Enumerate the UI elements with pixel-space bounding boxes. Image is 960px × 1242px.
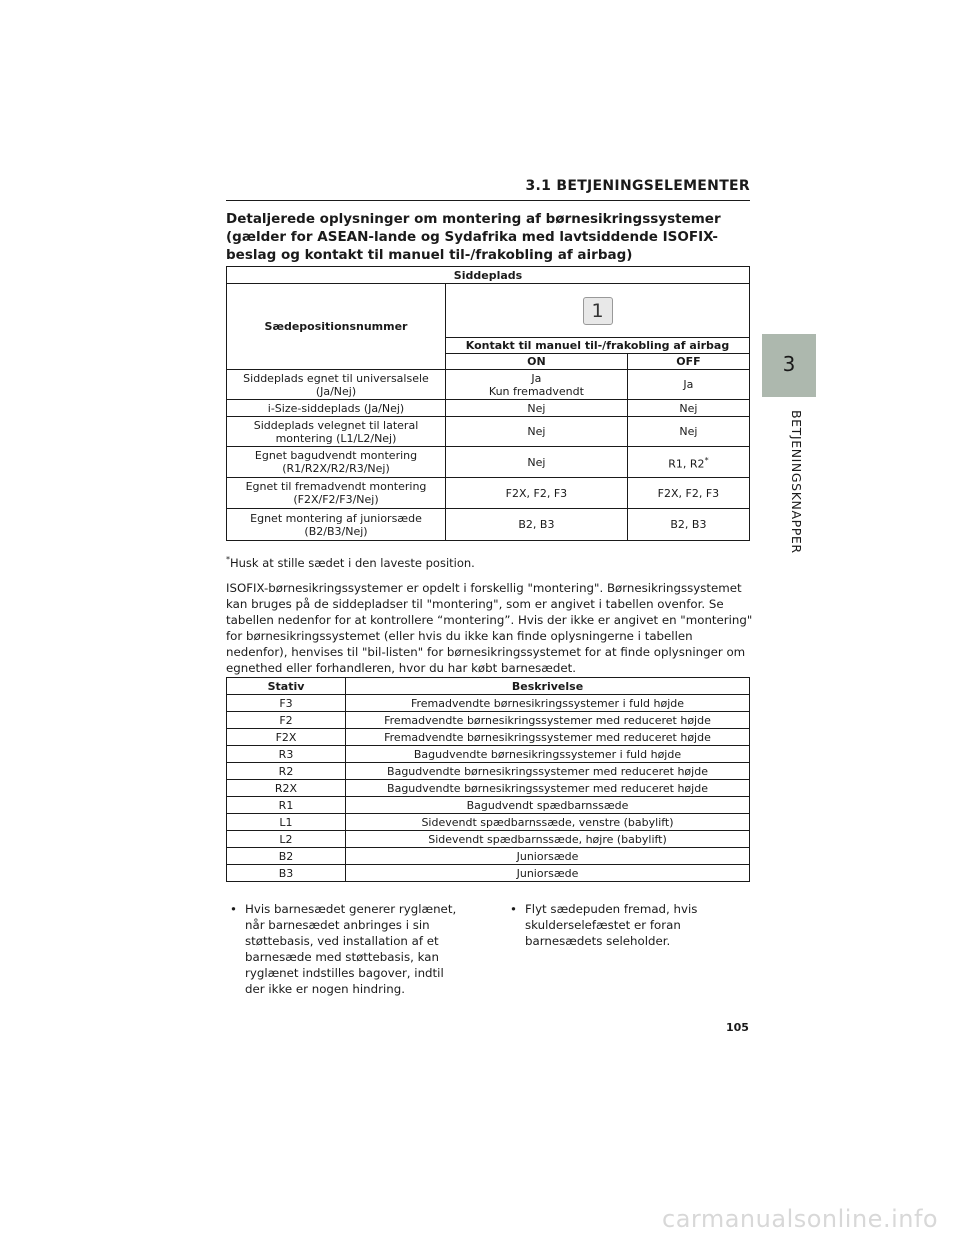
mounting-type-table (226, 677, 750, 882)
beskrivelse-cell: Bagudvendte børnesikringssystemer med reduceret højde (346, 763, 750, 780)
stativ-cell: L1 (227, 814, 346, 831)
beskrivelse-cell: Sidevendt spædbarnssæde, venstre (babylift) (346, 814, 750, 831)
beskrivelse-cell: Bagudvendte børnesikringssystemer i fuld højde (346, 746, 750, 763)
table-row (227, 797, 750, 814)
table-row (227, 417, 750, 447)
row-label: Egnet montering af juniorsæde (B2/B3/Nej) (227, 509, 446, 541)
row-on-value: Nej (446, 400, 628, 417)
seat-icon-cell (446, 284, 750, 338)
footnote-mark: * (226, 555, 230, 564)
col-beskrivelse-header: Beskrivelse (346, 678, 750, 695)
seat-position-icon: 1 (583, 297, 613, 325)
beskrivelse-cell: Bagudvendt spædbarnssæde (346, 797, 750, 814)
seat-suitability-table (226, 266, 750, 541)
row-label: Siddeplads egnet til universalsele (Ja/Nej) (227, 370, 446, 400)
section-header: 3.1 BETJENINGSELEMENTER (525, 178, 750, 194)
table-row (227, 478, 750, 509)
airbag-switch-header: Kontakt til manuel til-/frakobling af airbag (446, 338, 750, 354)
row-off-value (627, 417, 749, 447)
chapter-number: 3 (782, 352, 796, 376)
row-off-text: Nej (679, 401, 698, 415)
beskrivelse-cell: Fremadvendte børnesikringssystemer med reduceret højde (346, 729, 750, 746)
table-row (227, 831, 750, 848)
seat-position-label: Sædepositionsnummer (227, 284, 446, 370)
bullet-list-right (506, 901, 726, 949)
footnote-ref: * (704, 455, 709, 465)
stativ-cell: R3 (227, 746, 346, 763)
stativ-cell: F3 (227, 695, 346, 712)
row-on-value: F2X, F2, F3 (446, 478, 628, 509)
table-row (227, 712, 750, 729)
page-number: 105 (726, 1021, 749, 1034)
bullet-list-left (226, 901, 466, 997)
bullet-dot: • (510, 902, 517, 916)
header-divider (226, 200, 750, 201)
footnote-text: Husk at stille sædet i den laveste position. (230, 555, 475, 570)
beskrivelse-cell: Sidevendt spædbarnssæde, højre (babylift) (346, 831, 750, 848)
row-on-value: Nej (446, 447, 628, 478)
row-label: Egnet bagudvendt montering (R1/R2X/R2/R3/Nej) (227, 447, 446, 478)
bullet-dot: • (230, 902, 237, 916)
table-row (227, 447, 750, 478)
row-off-value (627, 447, 749, 478)
row-off-text: Ja (683, 378, 694, 391)
row-off-value (627, 509, 749, 541)
row-off-text: F2X, F2, F3 (657, 486, 720, 500)
beskrivelse-cell: Juniorsæde (346, 848, 750, 865)
bullet-text: Hvis barnesædet generer ryglænet, når barnesædet anbringes i sin støttebasis, ved installation af et barnesæde med støttebasis, kan ryglænet indstilles bagover, indtil der ikke er nogen hindring. (245, 902, 457, 996)
table-row (227, 746, 750, 763)
table-row (227, 400, 750, 417)
stativ-cell: R2X (227, 780, 346, 797)
beskrivelse-cell: Bagudvendte børnesikringssystemer med reduceret højde (346, 780, 750, 797)
row-off-value (627, 478, 749, 509)
stativ-cell: B2 (227, 848, 346, 865)
stativ-cell: B3 (227, 865, 346, 882)
chapter-label: BETJENINGSKNAPPER (789, 410, 804, 554)
col-off-header: OFF (627, 354, 749, 370)
beskrivelse-cell: Fremadvendte børnesikringssystemer i fuld højde (346, 695, 750, 712)
row-on-value: Ja Kun fremadvendt (446, 370, 628, 400)
chapter-tab[interactable] (762, 334, 816, 397)
stativ-cell: R2 (227, 763, 346, 780)
table-row (227, 509, 750, 541)
stativ-cell: F2X (227, 729, 346, 746)
table-row (227, 763, 750, 780)
table-row (227, 370, 750, 400)
row-on-value: Nej (446, 417, 628, 447)
table-row (227, 780, 750, 797)
beskrivelse-cell: Juniorsæde (346, 865, 750, 882)
stativ-cell: R1 (227, 797, 346, 814)
col-stativ-header: Stativ (227, 678, 346, 695)
row-label: i-Size-siddeplads (Ja/Nej) (227, 400, 446, 417)
table-row (227, 848, 750, 865)
stativ-cell: L2 (227, 831, 346, 848)
bullet-text: Flyt sædepuden fremad, hvis skulderselefæstet er foran barnesædets seleholder. (525, 902, 698, 948)
row-off-value (627, 370, 749, 400)
stativ-cell: F2 (227, 712, 346, 729)
row-label: Siddeplads velegnet til lateral montering (L1/L2/Nej) (227, 417, 446, 447)
bullet-item (506, 901, 726, 949)
row-on-value: B2, B3 (446, 509, 628, 541)
row-off-value (627, 400, 749, 417)
table-row (227, 695, 750, 712)
bullet-item (226, 901, 466, 997)
table-row (227, 729, 750, 746)
beskrivelse-cell: Fremadvendte børnesikringssystemer med reduceret højde (346, 712, 750, 729)
isofix-paragraph: ISOFIX-børnesikringssystemer er opdelt i forskellig "montering". Børnesikringssystemet kan bruges på de siddepladser til "montering", som er angivet i tabellen ovenfor. Se tabellen nedenfor for at kontrollere “montering”. Hvis der ikke er angivet en "montering" for børnesikringssystemet (eller hvis du ikke kan finde oplysningerne i tabellen nedenfor), henvises til "bil-listen" for børnesikringssystemet for at finde oplysninger om egnethed eller forhandleren, hvor du har købt barnesædet. (226, 581, 753, 675)
row-label: Egnet til fremadvendt montering (F2X/F2/F3/Nej) (227, 478, 446, 509)
table-row (227, 814, 750, 831)
row-off-text: B2, B3 (670, 518, 707, 531)
page-title: Detaljerede oplysninger om montering af børnesikringssystemer (gælder for ASEAN-lande og Sydafrika med lavtsiddende ISOFIX-beslag og kontakt til manuel til-/frakobling af airbag) (226, 211, 721, 263)
row-off-text: R1, R2 (668, 457, 705, 471)
row-off-text: Nej (679, 425, 698, 438)
table-row (227, 865, 750, 882)
col-on-header: ON (446, 354, 628, 370)
footnote (226, 555, 475, 570)
table-top-header: Siddeplads (227, 267, 750, 284)
watermark: carmanualsonline.info (662, 1205, 939, 1233)
